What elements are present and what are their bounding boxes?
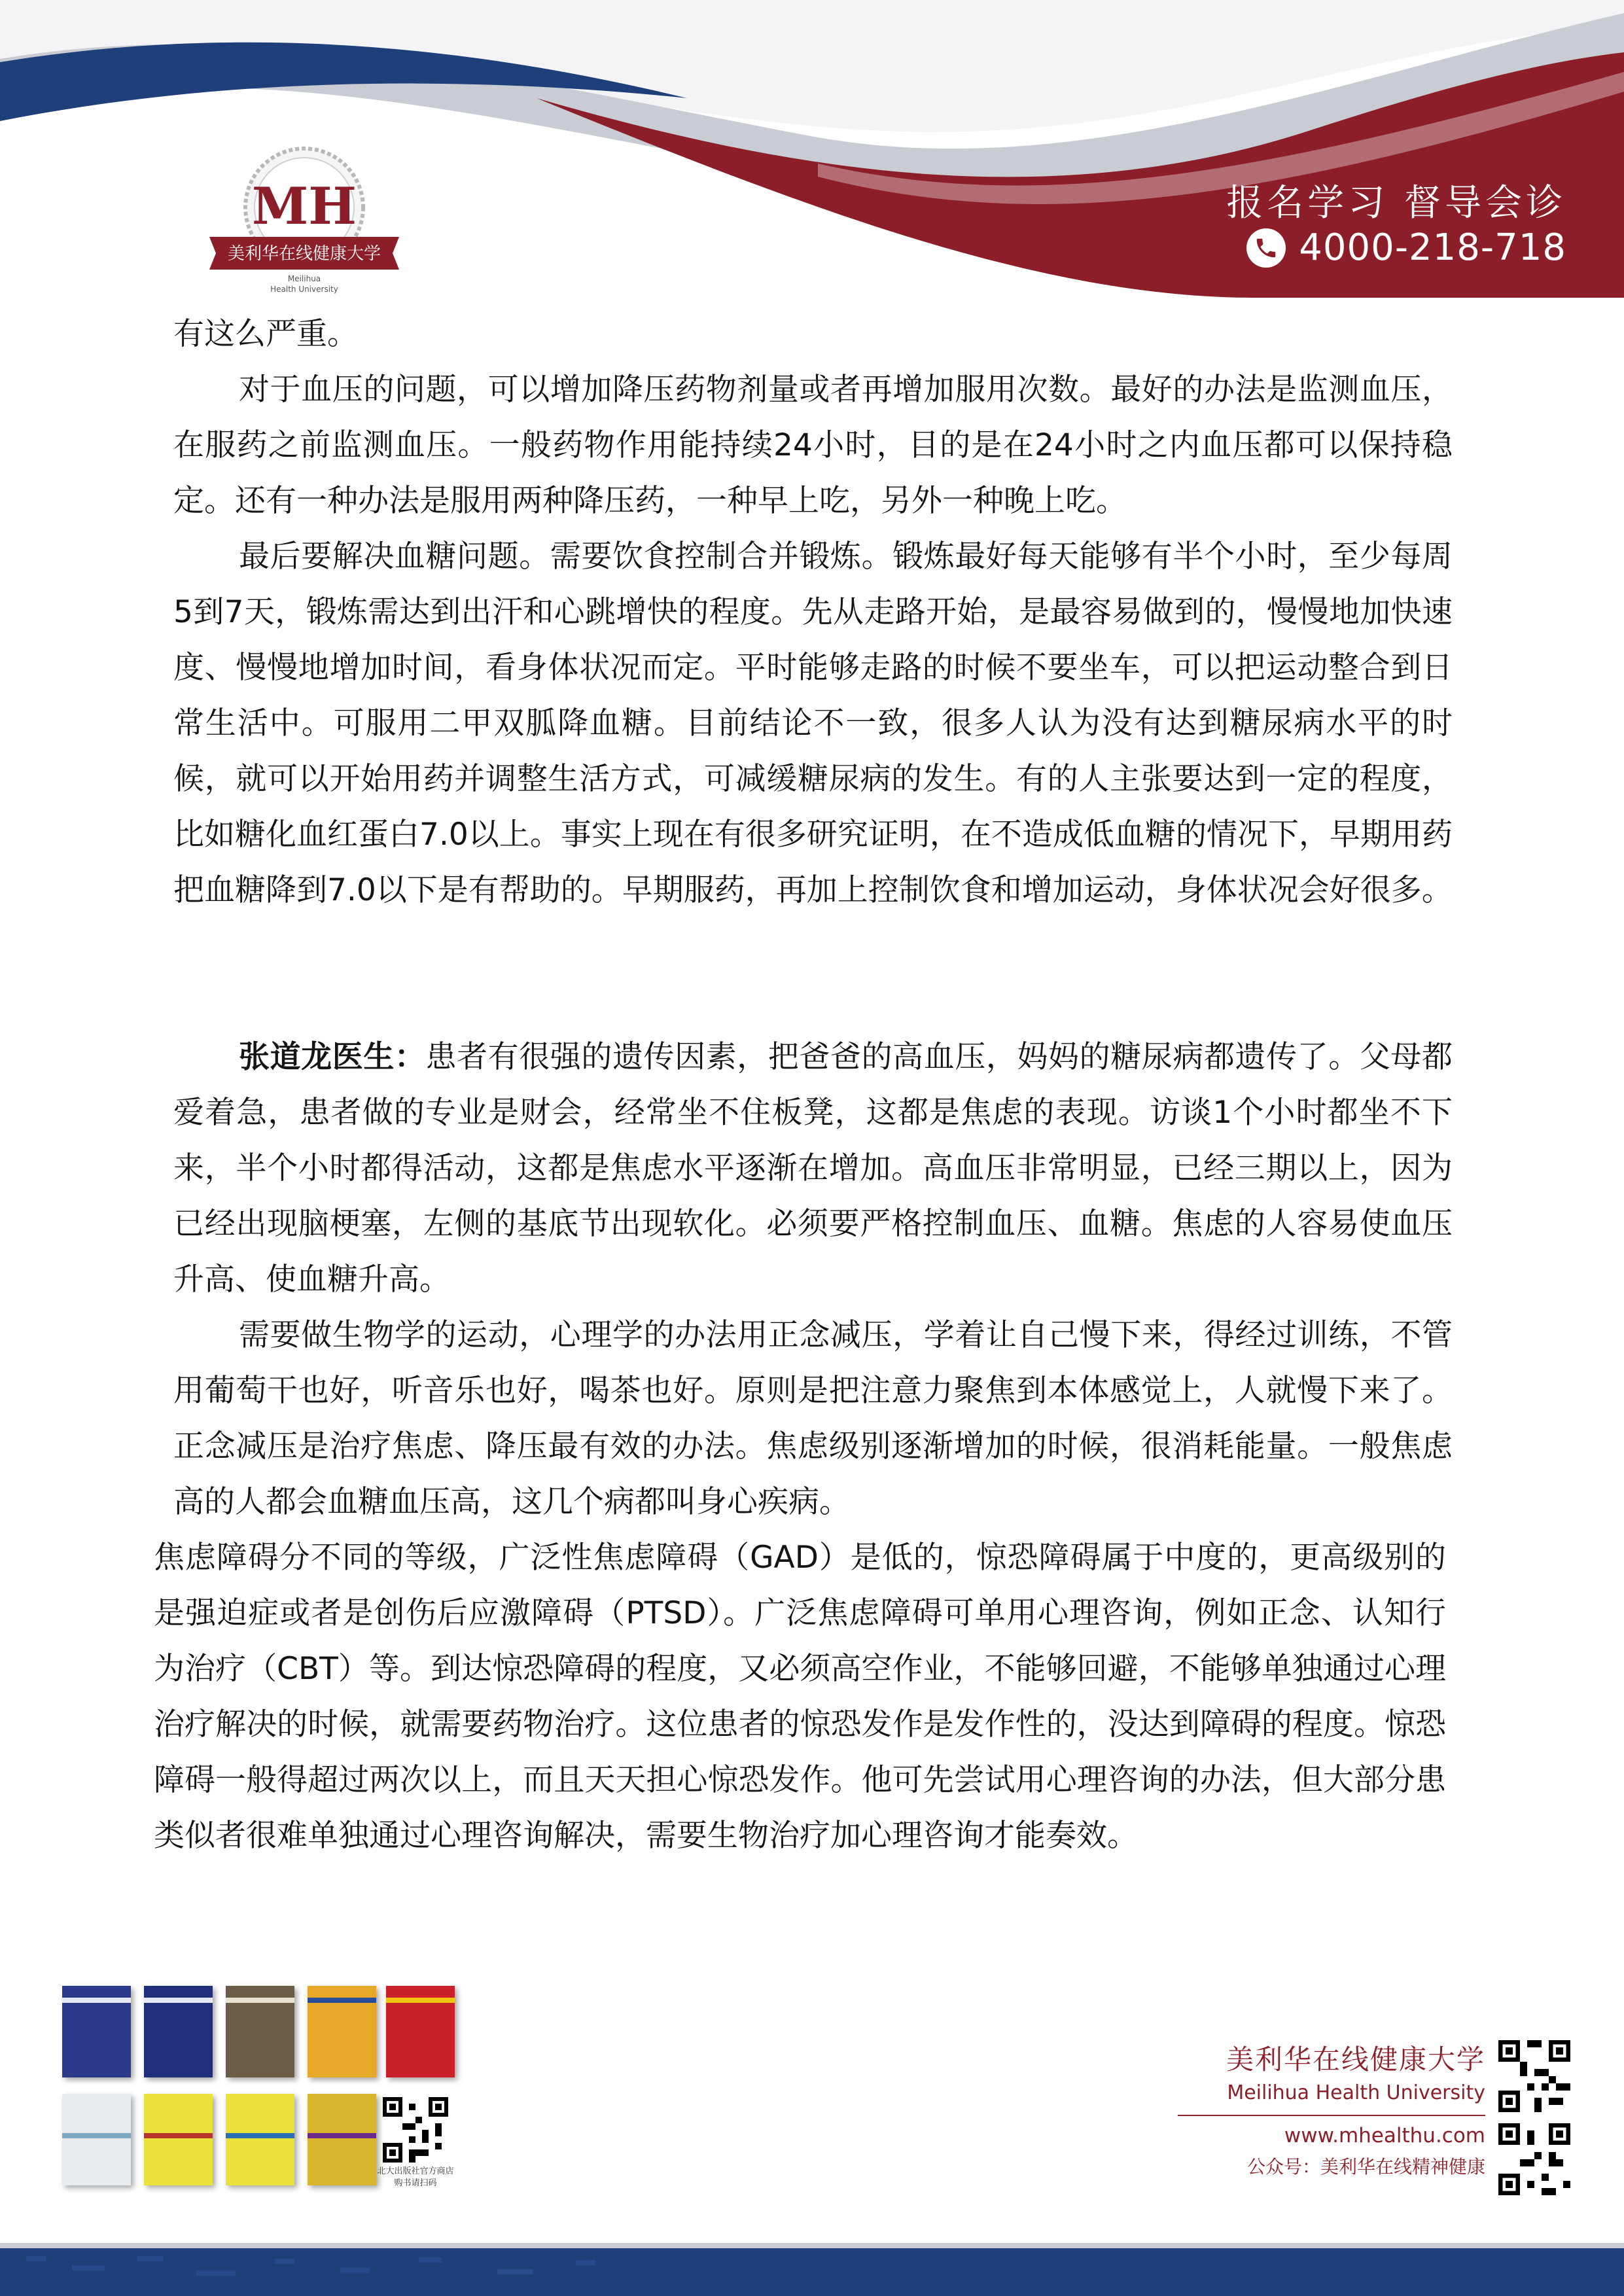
meilihua-logo (196, 145, 412, 296)
brand-wechat-account: 公众号：美利华在线精神健康 (1246, 2156, 1485, 2178)
header-slogan: 报名学习 督导会诊 (1226, 182, 1566, 224)
book-cover (62, 2094, 131, 2185)
books-caption (370, 2166, 461, 2189)
brand-divider (1178, 2115, 1485, 2116)
book-cover (144, 2094, 213, 2185)
books-qr-code (383, 2097, 448, 2163)
book-cover (144, 1986, 213, 2077)
book-cover (386, 1986, 455, 2077)
doctor-comment-text: 患者有很强的遗传因素，把爸爸的高血压，妈妈的糖尿病都遗传了。父母都爱着急，患者做的专业是财会，经常坐不住板凳，这都是焦虑的表现。访谈1个小时都坐不下来，半个小时都得活动，这都是焦虑水平逐渐在增加。高血压非常明显，已经三期以上，因为已经出现脑梗塞，左侧的基底节出现软化。必须要严格控制血压、血糖。焦虑的人容易使血压升高、使血糖升高。 (173, 1039, 1453, 1298)
phone-icon (1246, 228, 1286, 268)
paragraph-blood-sugar: 最后要解决血糖问题。需要饮食控制合并锻炼。锻炼最好每天能够有半个小时，至少每周5到7天，锻炼需达到出汗和心跳增快的程度。先从走路开始，是最容易做到的，慢慢地加快速度、慢慢地增加时间，看身体状况而定。平时能够走路的时候不要坐车，可以把运动整合到日常生活中。可服用二甲双胍降血糖。目前结论不一致，很多人认为没有达到糖尿病水平的时候，就可以开始用药并调整生活方式，可减缓糖尿病的发生。有的人主张要达到一定的程度，比如糖化血红蛋白7.0以上。事实上现在有很多研究证明，在不造成低血糖的情况下，早期用药把血糖降到7.0以下是有帮助的。早期服药，再加上控制饮食和增加运动，身体状况会好很多。 (173, 539, 1453, 908)
phone-number: 4000-218-718 (1299, 226, 1566, 269)
book-collection (62, 1986, 455, 2202)
book-cover (308, 1986, 376, 2077)
paragraph-blood-pressure: 对于血压的问题，可以增加降压药物剂量或者再增加服用次数。最好的办法是监测血压，在服药之前监测血压。一般药物作用能持续24小时，目的是在24小时之内血压都可以保持稳定。还有一种办法是服用两种降压药，一种早上吃，另外一种晚上吃。 (173, 372, 1453, 519)
header-phone-row (1246, 226, 1566, 269)
paragraph-anxiety-levels: 焦虑障碍分不同的等级，广泛性焦虑障碍（GAD）是低的，惊恐障碍属于中度的，更高级别的是强迫症或者是创伤后应激障碍（PTSD）。广泛焦虑障碍可单用心理咨询，例如正念、认知行为治疗（CBT）等。到达惊恐障碍的程度，又必须高空作业，不能够回避，不能够单独通过心理治疗解决的时候，就需要药物治疗。这位患者的惊恐发作是发作性的，没达到障碍的程度。惊恐障碍一般得超过两次以上，而且天天担心惊恐发作。他可先尝试用心理咨询的办法，但大部分患类似者很难单独通过心理咨询解决，需要生物治疗加心理咨询才能奏效。 (154, 1540, 1446, 1854)
brand-english-name: Meilihua Health University (1227, 2081, 1485, 2104)
paragraph-doctor-comment (173, 1029, 1453, 1307)
svg-text:MH: MH (251, 177, 357, 236)
speaker-name: 张道龙医生： (239, 1039, 426, 1075)
footer-brand (1178, 2038, 1485, 2179)
brand-website-link[interactable]: www.mhealthu.com (1284, 2124, 1485, 2147)
svg-text:美利华在线健康大学: 美利华在线健康大学 (227, 244, 381, 264)
book-cover (308, 2094, 376, 2185)
svg-text:Health University: Health University (270, 285, 338, 294)
website-qr-code (1498, 2040, 1570, 2112)
footer-bar (0, 2243, 1624, 2296)
paragraph-mindfulness: 需要做生物学的运动，心理学的办法用正念减压，学着让自己慢下来，得经过训练，不管用葡萄干也好，听音乐也好，喝茶也好。原则是把注意力聚焦到本体感觉上，人就慢下来了。正念减压是治疗焦虑、降压最有效的办法。焦虑级别逐渐增加的时候，很消耗能量。一般焦虑高的人都会血糖血压高，这几个病都叫身心疾病。 (173, 1317, 1453, 1520)
book-cover (226, 1986, 294, 2077)
brand-chinese-name: 美利华在线健康大学 (1226, 2043, 1485, 2075)
book-cover (226, 2094, 294, 2185)
wechat-qr-code (1498, 2123, 1570, 2195)
paragraph-continuation: 有这么严重。 (173, 316, 358, 352)
books-caption-text: 北大出版社官方商店 购书请扫码 (377, 2166, 454, 2188)
svg-text:Meilihua: Meilihua (287, 274, 321, 283)
book-cover (62, 1986, 131, 2077)
